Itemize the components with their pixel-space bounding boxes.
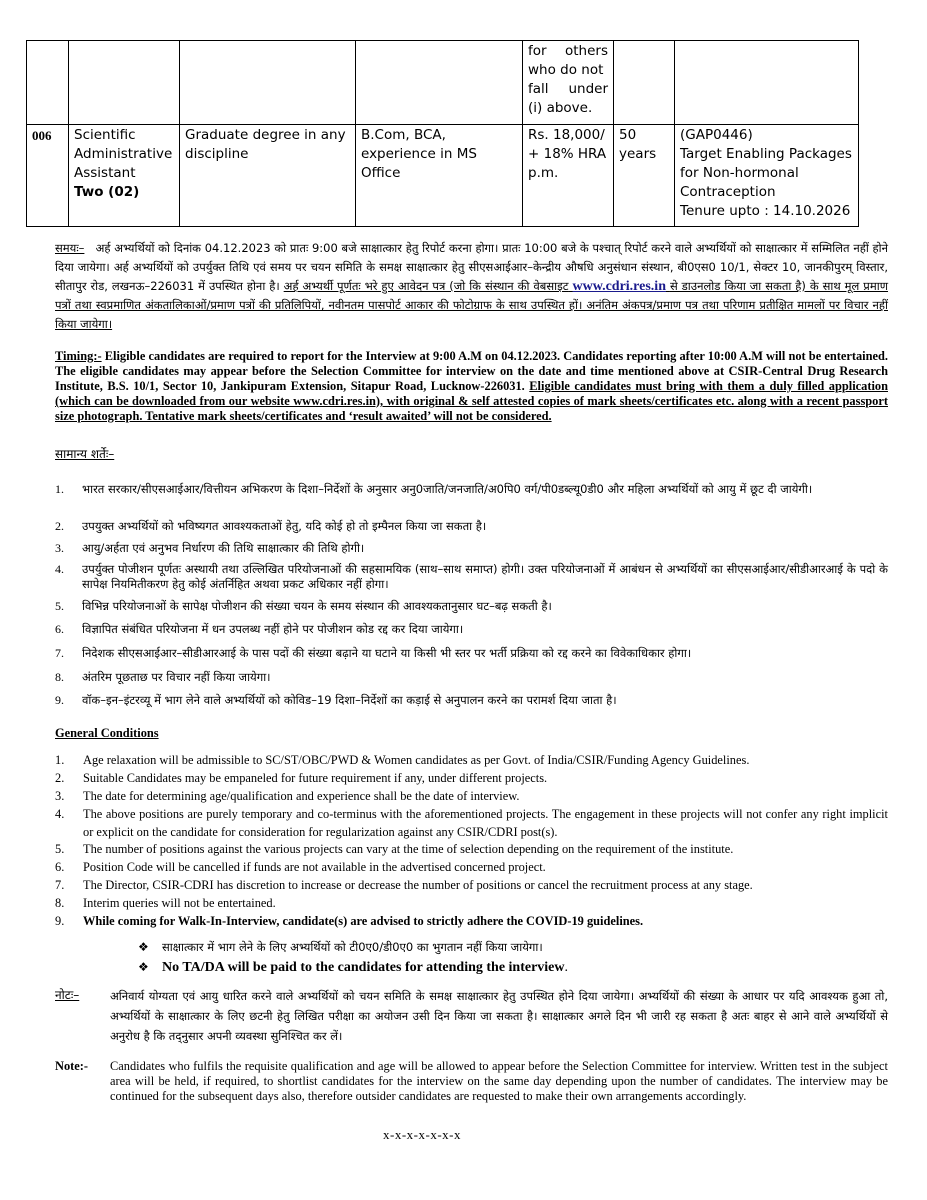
item-text: The date for determining age/qualification and experience shall be the date of interview. bbox=[83, 789, 520, 803]
item-text: उपयुक्त अभ्यर्थियों को भविष्यगत आवश्यकताओं हेतु, यदि कोई हो तो इम्पैनल किया जा सकता है। bbox=[82, 519, 487, 533]
table-cell bbox=[180, 41, 356, 125]
timing-label: Timing:- bbox=[55, 349, 102, 363]
position-code: 006 bbox=[27, 125, 69, 227]
project-name: Target Enabling Packages for Non-hormonal Contraception bbox=[680, 146, 852, 200]
post-name: Scientific Administrative Assistant bbox=[74, 127, 173, 181]
cell-line: (i) above. bbox=[528, 100, 593, 116]
bullet-text-hindi: साक्षात्कार में भाग लेने के लिए अभ्यर्थियों को टी0ए0/डी0ए0 का भुगतान नहीं किया जायेगा। bbox=[162, 940, 543, 954]
item-number: 7. bbox=[55, 646, 64, 660]
timing-text: Eligible candidates are required to report for the Interview at 9:00 A.M on 04.12.2023. Candidates reporting after 10:00 A.M will not be entertained. The eligible candidates may appear before the Selection Committee for interview on the date and time mentioned above at CSIR-Central Drug Research Institute, B.S. 10/1, Sector 10, Jankipuram Extension, Sitapur Road, Lucknow-226031. bbox=[55, 349, 888, 393]
item-text: Position Code will be cancelled if funds are not available in the advertised concerned project. bbox=[83, 860, 546, 874]
timing-paragraph bbox=[55, 349, 888, 424]
item-number: 8. bbox=[55, 670, 64, 684]
cell-line: fall under bbox=[528, 81, 608, 97]
table-row bbox=[27, 41, 859, 125]
item-text: विज्ञापित संबंधित परियोजना में धन उपलब्ध नहीं होने पर पोजीशन कोड रद्द कर दिया जायेगा। bbox=[82, 622, 464, 636]
timing-underlined: Eligible candidates must bring with them a duly filled application (which can be downloaded from our website www.cdri.res.in), with original & self attested copies of mark sheets/certificates etc. along with a recent passport size photograph. Tentative mark sheets/certificates and ‘result awaited’ will not be considered. bbox=[55, 379, 888, 423]
desirable: B.Com, BCA, experience in MS Office bbox=[356, 125, 523, 227]
item-number: 7. bbox=[55, 878, 65, 892]
item-text: अंतरिम पूछताछ पर विचार नहीं किया जायेगा। bbox=[82, 670, 271, 684]
hindi-note-label bbox=[55, 986, 79, 1003]
project-code: (GAP0446) bbox=[680, 127, 753, 143]
cell-line: who do not bbox=[528, 62, 604, 78]
item-number: 4. bbox=[55, 807, 65, 821]
table-cell bbox=[614, 41, 675, 125]
hindi-timing-text: अर्ह अभ्यर्थियों को दिनांक 04.12.2023 को प्रातः 9:00 बजे साक्षात्कार हेतु रिपोर्ट करना होगा। प्रातः 10:00 बजे के पश्चात् रिपोर्ट करने वाले अभ्यर्थियों को साक्षात्कार में सम्मिलित नहीं होने दिया जायेगा। अर्ह अभ्यर्थियों को उपर्युक्त तिथि एवं समय पर चयन समिति के समक्ष साक्षात्कार हेतु सीएसआईआर–केन्द्रीय औषधि अनुसंधान संस्थान, बी0एस0 10/1, सेक्टर 10, जानकीपुरम् विस्तार, सीतापुर रोड, लखनऊ–226031 में उपस्थित होना है। bbox=[55, 241, 888, 293]
item-text: वॉक–इन–इंटरव्यू में भाग लेने वाले अभ्यर्थियों को कोविड–19 दिशा–निर्देशों का कड़ाई से अनुपालन करने का परामर्श दिया जाता है। bbox=[82, 693, 617, 707]
item-number: 9. bbox=[55, 693, 64, 707]
item-number: 1. bbox=[55, 753, 65, 767]
diamond-bullet-icon: ❖ bbox=[138, 960, 149, 974]
item-text: The above positions are purely temporary and co-terminus with the aforementioned projects. The engagement in these projects will not confer any right implicit or explicit on the candidate for consideration for regularization against any CSIR/CDRI post(s). bbox=[83, 807, 888, 839]
item-text: उपर्युक्त पोजीशन पूर्णतः अस्थायी तथा उल्लिखित परियोजनाओं की सहसामयिक (साथ–साथ समाप्त) होगी। उक्त परियोजनाओं में आबंधन से अभ्यर्थियों का सीएसआईआर/सीडीआरआई के पदो के सापेक्ष नियमितीकरण हेतु कोई अंतर्निहित अथवा प्रकट अधिकार नहीं होगा। bbox=[82, 562, 888, 591]
table-row bbox=[27, 125, 859, 227]
item-text: The number of positions against the various projects can vary at the time of selection depending on the requirement of the institute. bbox=[83, 842, 734, 856]
item-number: 4. bbox=[55, 562, 64, 576]
hindi-conditions-title bbox=[55, 445, 888, 464]
item-text: Age relaxation will be admissible to SC/ST/OBC/PWD & Women candidates as per Govt. of India/CSIR/Funding Agency Guidelines. bbox=[83, 753, 750, 767]
hindi-conditions-title-text: सामान्य शर्तेः– bbox=[55, 447, 115, 461]
item-text: Suitable Candidates may be empaneled for future requirement if any, under different projects. bbox=[83, 771, 548, 785]
item-number: 3. bbox=[55, 541, 64, 555]
tenure: Tenure upto : 14.10.2026 bbox=[680, 203, 851, 219]
hindi-note-text: अनिवार्य योग्यता एवं आयु धारित करने वाले अभ्यर्थियों को चयन समिति के समक्ष साक्षात्कार हेतु उपस्थित होने दिया जायेगा। अभ्यर्थियों की संख्या के आधार पर यदि आवश्यक हुआ तो, अभ्यर्थियों के साक्षात्कार के लिए छटनी हेतु लिखित परीक्षा का अयोजन उसी दिन किया जा सकता है। साक्षात्कार अगले दिन भी जारी रह सकता है अतः बाहर से आने वाले अभ्यर्थियों से अनुरोध है कि तद्नुसार अपनी व्यवस्था सुनिश्चित कर लें। bbox=[110, 989, 888, 1043]
item-number: 1. bbox=[55, 482, 64, 496]
item-number: 2. bbox=[55, 519, 64, 533]
bullet-english-text: No TA/DA will be paid to the candidates for attending the interview bbox=[162, 960, 565, 975]
item-text: While coming for Walk-In-Interview, candidate(s) are advised to strictly adhere the COVID-19 guidelines. bbox=[83, 914, 644, 928]
prev-row-category-cell bbox=[523, 41, 614, 125]
item-number: 2. bbox=[55, 771, 65, 785]
project-cell bbox=[675, 125, 859, 227]
table-cell bbox=[675, 41, 859, 125]
item-text: आयु/अर्हता एवं अनुभव निर्धारण की तिथि साक्षात्कार की तिथि होगी। bbox=[82, 541, 365, 555]
item-number: 6. bbox=[55, 622, 64, 636]
end-mark: x-x-x-x-x-x-x bbox=[383, 1127, 461, 1142]
hindi-timing-underlined-post: से डाउनलोड किया जा सकता है) के साथ मूल प्रमाण पत्रों तथा स्वप्रमाणित अंकतालिकाओं/प्रमाण पत्रों की प्रतिलिपियों, नवीनतम पासपोर्ट आकार की फोटोग्राफ के साथ उपस्थित हों। अनंतिम अंकपत्र/प्रमाण पत्र तथा परिणाम प्रतीक्षित मामलों पर विचार नहीं किया जायेगा। bbox=[55, 279, 889, 331]
age-limit: 50 years bbox=[614, 125, 675, 227]
table-cell bbox=[69, 41, 180, 125]
hindi-timing-paragraph bbox=[55, 239, 888, 334]
post-count: Two (02) bbox=[74, 184, 140, 200]
item-text: Interim queries will not be entertained. bbox=[83, 896, 276, 910]
website-link[interactable]: www.cdri.res.in bbox=[572, 279, 666, 294]
post-name-cell bbox=[69, 125, 180, 227]
item-text: The Director, CSIR-CDRI has discretion to increase or decrease the number of positions or cancel the recruitment process at any stage. bbox=[83, 878, 753, 892]
hindi-note-label-text: नोटः– bbox=[55, 988, 80, 1002]
cell-line: for others bbox=[528, 43, 608, 59]
qualification: Graduate degree in any discipline bbox=[180, 125, 356, 227]
note-label: Note:- bbox=[55, 1059, 89, 1073]
general-conditions-title bbox=[55, 726, 888, 741]
item-text: भारत सरकार/सीएसआईआर/वित्तीयन अभिकरण के दिशा–निर्देशों के अनुसार अनु0जाति/जनजाति/अ0पि0 वर्ग/पी0डब्ल्यू0डी0 और महिला अभ्यर्थियों को आयु में छूट दी जायेगी। bbox=[82, 482, 813, 496]
bullet-text-english: No TA/DA will be paid to the candidates for attending the interview. bbox=[162, 960, 569, 975]
item-number: 5. bbox=[55, 599, 64, 613]
positions-table bbox=[26, 40, 859, 227]
hindi-timing-label: समयः– bbox=[55, 241, 85, 255]
table-cell bbox=[27, 41, 69, 125]
item-text: निदेशक सीएसआईआर–सीडीआरआई के पास पदों की संख्या बढ़ाने या घटाने या किसी भी स्तर पर भर्ती प्रक्रिया को रद्द करने का विवेकाधिकार होगा। bbox=[82, 646, 692, 660]
item-number: 3. bbox=[55, 789, 65, 803]
general-conditions-title-text: General Conditions bbox=[55, 726, 159, 740]
item-number: 9. bbox=[55, 914, 65, 928]
note-text: Candidates who fulfils the requisite qualification and age will be allowed to appear before the Selection Committee for interview. Written test in the subject area will be held, if required, to shortlist candidates for the interview on the same day depending upon the number of candidates. The interview may be continued for the subsequent days also, therefore outsider candidates are requested to make their own arrangements accordingly. bbox=[110, 1059, 888, 1103]
item-number: 5. bbox=[55, 842, 65, 856]
item-text: विभिन्न परियोजनाओं के सापेक्ष पोजीशन की संख्या चयन के समय संस्थान की आवश्यकतानुसार घट–बढ़ सकती है। bbox=[82, 599, 552, 613]
salary: Rs. 18,000/ + 18% HRA p.m. bbox=[523, 125, 614, 227]
table-cell bbox=[356, 41, 523, 125]
item-number: 6. bbox=[55, 860, 65, 874]
diamond-bullet-icon: ❖ bbox=[138, 940, 149, 954]
item-number: 8. bbox=[55, 896, 65, 910]
hindi-timing-underlined-pre: अर्ह अभ्यर्थी पूर्णतः भरे हुए आवेदन पत्र (जो कि संस्थान की वेबसाइट bbox=[283, 279, 569, 293]
